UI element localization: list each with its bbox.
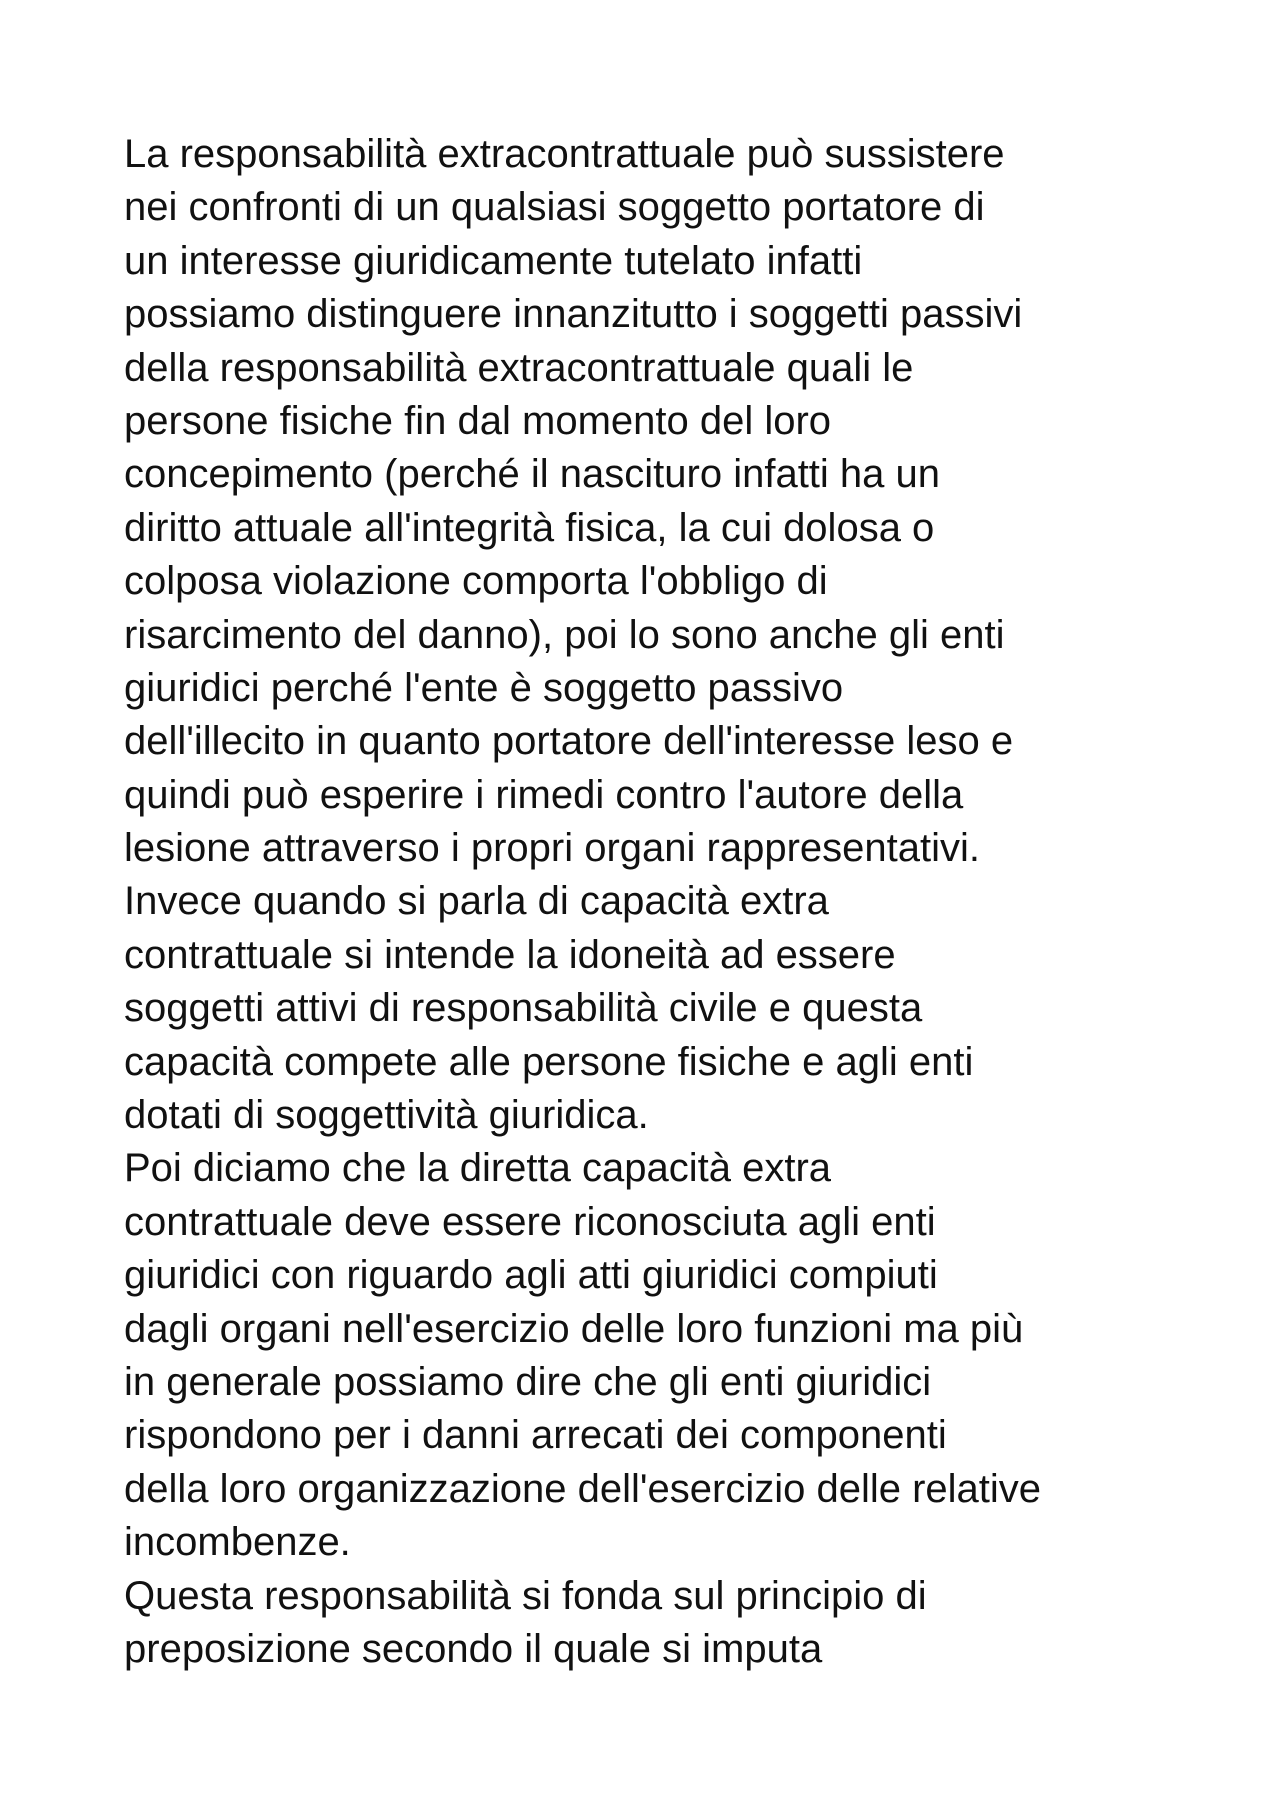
text-line: in generale possiamo dire che gli enti giuridici: [124, 1359, 932, 1404]
text-line: giuridici con riguardo agli atti giuridici compiuti: [124, 1253, 938, 1298]
text-line: incombenze.: [124, 1520, 351, 1565]
text-line: della loro organizzazione dell'esercizio delle relative: [124, 1466, 1042, 1511]
text-line: lesione attraverso i propri organi rappresentativi.: [124, 826, 980, 871]
text-line: Poi diciamo che la diretta capacità extra: [124, 1146, 832, 1191]
text-line: colposa violazione comporta l'obbligo di: [124, 559, 828, 604]
text-line: nei confronti di un qualsiasi soggetto portatore di: [124, 185, 985, 230]
document-body: [124, 128, 1184, 1676]
text-line: possiamo distinguere innanzitutto i soggetti passivi: [124, 292, 1023, 337]
text-line: dagli organi nell'esercizio delle loro funzioni ma più: [124, 1306, 1024, 1351]
text-line: concepimento (perché il nascituro infatti ha un: [124, 452, 941, 497]
text-line: Invece quando si parla di capacità extra: [124, 879, 829, 924]
text-line: contrattuale deve essere riconosciuta agli enti: [124, 1199, 936, 1244]
text-line: persone fisiche fin dal momento del loro: [124, 398, 832, 443]
text-line: quindi può esperire i rimedi contro l'autore della: [124, 772, 964, 817]
text-line: La responsabilità extracontrattuale può sussistere: [124, 132, 1005, 176]
text-line: preposizione secondo il quale si imputa: [124, 1626, 823, 1671]
text-line: rispondono per i danni arrecati dei componenti: [124, 1413, 947, 1458]
text-line: risarcimento del danno), poi lo sono anche gli enti: [124, 612, 1005, 657]
text-line: Questa responsabilità si fonda sul principio di: [124, 1573, 927, 1618]
text-line: diritto attuale all'integrità fisica, la cui dolosa o: [124, 505, 935, 550]
text-line: dell'illecito in quanto portatore dell'interesse leso e: [124, 719, 1014, 764]
text-line: della responsabilità extracontrattuale quali le: [124, 345, 914, 390]
text-line: capacità compete alle persone fisiche e agli enti: [124, 1039, 974, 1084]
text-line: contrattuale si intende la idoneità ad essere: [124, 932, 896, 977]
text-line: soggetti attivi di responsabilità civile e questa: [124, 986, 923, 1031]
text-line: un interesse giuridicamente tutelato infatti: [124, 238, 863, 283]
text-line: giuridici perché l'ente è soggetto passivo: [124, 665, 844, 710]
text-line: dotati di soggettività giuridica.: [124, 1093, 649, 1138]
